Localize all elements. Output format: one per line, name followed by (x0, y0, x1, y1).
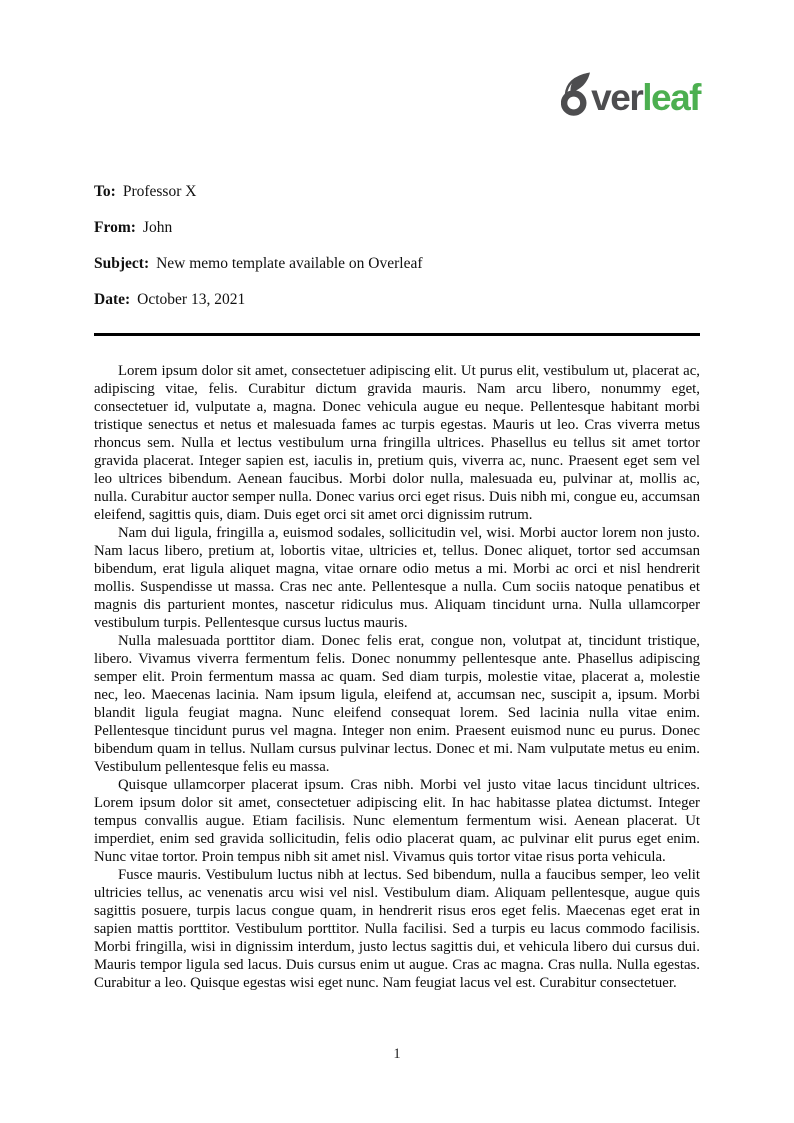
body-paragraph-1: Lorem ipsum dolor sit amet, consectetuer adipiscing elit. Ut purus elit, vestibulum ut, placerat ac, adipiscing vitae, felis. Curabitur dictum gravida mauris. Nam arcu libero, nonummy eget, consectetuer id, vulputate a, magna. Donec vehicula augue eu neque. Pellentesque habitant morbi tristique senectus et netus et malesuada fames ac turpis egestas. Mauris ut leo. Cras viverra metus rhoncus sem. Nulla et lectus vestibulum urna fringilla ultrices. Phasellus eu tellus sit amet tortor gravida placerat. Integer sapien est, iaculis in, pretium quis, viverra ac, nunc. Praesent eget sem vel leo ultrices bibendum. Aenean faucibus. Morbi dolor nulla, malesuada eu, pulvinar at, mollis ac, nulla. Curabitur auctor semper nulla. Donec varius orci eget risus. Duis nibh mi, congue eu, accumsan eleifend, sagittis quis, diam. Duis eget orci sit amet orci dignissim rutrum. (94, 362, 700, 523)
memo-header (94, 182, 700, 336)
overleaf-leaf-icon (561, 72, 591, 116)
date-value: October 13, 2021 (137, 291, 246, 308)
body-paragraph-3: Nulla malesuada porttitor diam. Donec felis erat, congue non, volutpat at, tincidunt tristique, libero. Vivamus viverra fermentum felis. Donec nonummy pellentesque ante. Phasellus adipiscing semper elit. Proin fermentum massa ac quam. Sed diam turpis, molestie vitae, placerat a, molestie nec, leo. Maecenas lacinia. Nam ipsum ligula, eleifend at, accumsan nec, suscipit a, ipsum. Morbi blandit ligula feugiat magna. Nunc eleifend consequat lorem. Sed lacinia nulla vitae enim. Pellentesque tincidunt purus vel magna. Integer non enim. Praesent euismod nunc eu purus. Donec bibendum quam in tellus. Nullam cursus pulvinar lectus. Donec et mi. Nam vulputate metus eu enim. Vestibulum pellentesque felis eu massa. (94, 632, 700, 775)
subject-value: New memo template available on Overleaf (156, 255, 423, 272)
from-value: John (142, 219, 173, 236)
body-paragraph-5: Fusce mauris. Vestibulum luctus nibh at lectus. Sed bibendum, nulla a faucibus semper, leo velit ultricies tellus, ac venenatis arcu wisi vel nisl. Vestibulum diam. Aliquam pellentesque, augue quis sagittis posuere, turpis lacus congue quam, in hendrerit risus eros eget felis. Maecenas eget erat in sapien mattis porttitor. Vestibulum porttitor. Nulla facilisi. Sed a turpis eu lacus commodo facilisis. Morbi fringilla, wisi in dignissim interdum, justo lectus sagittis dui, et vehicula libero dui cursus dui. Mauris tempor ligula sed lacus. Duis cursus enim ut augue. Cras ac magna. Cras nulla. Nulla egestas. Curabitur a leo. Quisque egestas wisi eget nunc. Nam feugiat lacus vel est. Curabitur consectetuer. (94, 866, 700, 991)
from-label: From: (94, 219, 136, 236)
header-rule (94, 333, 700, 336)
logo-text-gray: ver (591, 77, 643, 118)
page-number: 1 (393, 1046, 401, 1062)
memo-field-subject (94, 254, 700, 273)
date-label: Date: (94, 291, 131, 308)
subject-label: Subject: (94, 255, 150, 272)
memo-field-to (94, 182, 700, 201)
overleaf-logo (561, 56, 700, 116)
page-footer (0, 1046, 794, 1063)
body-paragraph-4: Quisque ullamcorper placerat ipsum. Cras nibh. Morbi vel justo vitae lacus tincidunt ultrices. Lorem ipsum dolor sit amet, consectetuer adipiscing elit. In hac habitasse platea dictumst. Integer tempus convallis augue. Etiam facilisis. Nunc elementum fermentum wisi. Aenean placerat. Ut imperdiet, enim sed gravida sollicitudin, felis odio placerat quam, ac pulvinar elit purus eget enim. Nunc vitae tortor. Proin tempus nibh sit amet nisl. Vivamus quis tortor vitae risus porta vehicula. (94, 776, 700, 865)
logo-text-green: leaf (642, 77, 700, 118)
memo-body (94, 362, 700, 992)
to-value: Professor X (122, 183, 197, 200)
to-label: To: (94, 183, 116, 200)
logo-row (94, 0, 700, 116)
memo-field-date (94, 290, 700, 309)
body-paragraph-2: Nam dui ligula, fringilla a, euismod sodales, sollicitudin vel, wisi. Morbi auctor lorem non justo. Nam lacus libero, pretium at, lobortis vitae, ultricies et, tellus. Donec aliquet, tortor sed accumsan bibendum, erat ligula aliquet magna, vitae ornare odio metus a mi. Morbi ac orci et nisl hendrerit mollis. Suspendisse ut massa. Cras nec ante. Pellentesque a nulla. Cum sociis natoque penatibus et magnis dis parturient montes, nascetur ridiculus mus. Aliquam tincidunt urna. Nulla ullamcorper vestibulum turpis. Pellentesque cursus luctus mauris. (94, 524, 700, 631)
memo-field-from (94, 218, 700, 237)
